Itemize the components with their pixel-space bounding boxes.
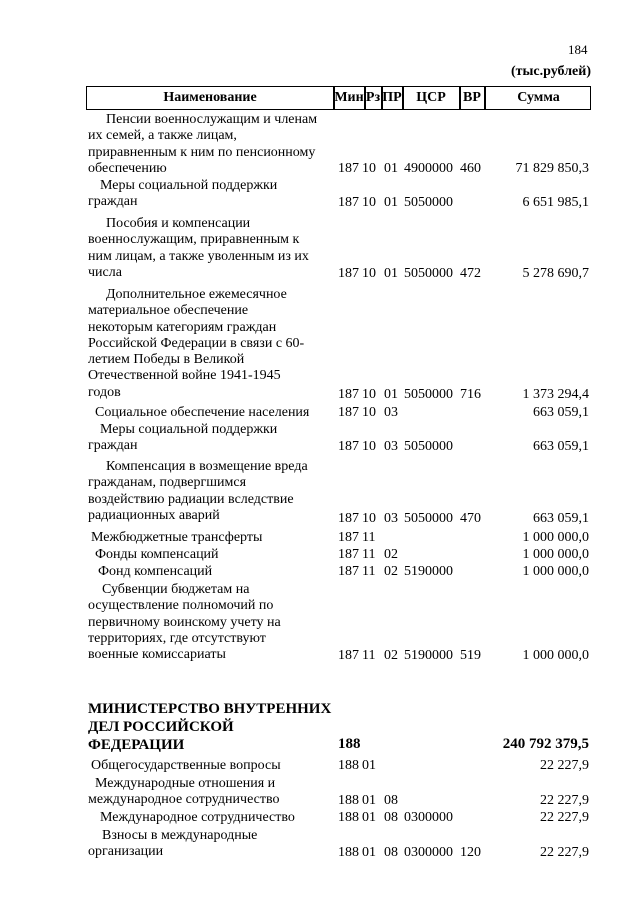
table-row-ministry (0, 700, 640, 758)
row-min: 187 (338, 648, 359, 663)
row-min: 187 (338, 266, 359, 281)
row-vr: 519 (460, 648, 481, 663)
header-min: Мин (334, 90, 364, 105)
row-name: Фонд компенсаций (98, 564, 213, 579)
row-min: 188 (338, 736, 361, 752)
row-pr: 02 (384, 564, 398, 579)
row-csr: 5050000 (404, 195, 453, 210)
row-min: 187 (338, 161, 359, 176)
row-pr: 02 (384, 547, 398, 562)
row-min: 188 (338, 793, 359, 808)
row-pr: 02 (384, 648, 398, 663)
row-sum: 22 227,9 (540, 810, 589, 825)
table-row (0, 758, 640, 776)
row-vr: 460 (460, 161, 481, 176)
row-name: Межбюджетные трансферты (91, 530, 263, 545)
row-sum: 663 059,1 (533, 511, 589, 526)
row-rz: 01 (362, 845, 376, 860)
row-sum: 22 227,9 (540, 845, 589, 860)
table-row (0, 422, 640, 459)
row-rz: 10 (362, 161, 376, 176)
row-name: Международное сотрудничество (100, 810, 295, 825)
table-row (0, 216, 640, 287)
table-row (0, 810, 640, 828)
row-pr: 03 (384, 439, 398, 454)
header-rz: Рз (365, 90, 381, 105)
row-sum: 1 000 000,0 (522, 547, 589, 562)
row-rz: 10 (362, 439, 376, 454)
table-row (0, 112, 640, 178)
row-name: Социальное обеспечение населения (95, 405, 310, 420)
row-min: 187 (338, 405, 359, 420)
table-row (0, 459, 640, 530)
row-min: 188 (338, 810, 359, 825)
row-rz: 01 (362, 793, 376, 808)
row-rz: 10 (362, 511, 376, 526)
row-vr: 470 (460, 511, 481, 526)
row-sum: 22 227,9 (540, 758, 589, 773)
row-min: 188 (338, 758, 359, 773)
row-vr: 120 (460, 845, 481, 860)
table-row (0, 582, 640, 700)
row-pr: 08 (384, 810, 398, 825)
row-rz: 10 (362, 195, 376, 210)
budget-table (0, 112, 640, 862)
table-row (0, 828, 640, 862)
row-pr: 01 (384, 266, 398, 281)
row-name: Общегосударственные вопросы (91, 758, 281, 773)
page-number: 184 (568, 42, 588, 57)
row-name: Взносы в международные организации (88, 828, 258, 860)
table-row (0, 178, 640, 216)
row-sum: 6 651 985,1 (522, 195, 589, 210)
row-sum: 1 000 000,0 (522, 648, 589, 663)
row-rz: 10 (362, 405, 376, 420)
row-rz: 11 (362, 648, 376, 663)
row-pr: 01 (384, 161, 398, 176)
row-min: 187 (338, 439, 359, 454)
row-name: Фонды компенсаций (95, 547, 219, 562)
row-sum: 1 000 000,0 (522, 564, 589, 579)
table-row (0, 547, 640, 564)
table-row (0, 564, 640, 582)
row-csr: 5190000 (404, 564, 453, 579)
row-sum: 663 059,1 (533, 405, 589, 420)
row-min: 187 (338, 564, 359, 579)
row-rz: 10 (362, 266, 376, 281)
row-name: Меры социальной поддержки граждан (88, 178, 278, 210)
row-csr: 5050000 (404, 387, 453, 402)
header-sum: Сумма (517, 90, 560, 105)
row-name: Меры социальной поддержки граждан (88, 422, 278, 454)
row-min: 187 (338, 547, 359, 562)
row-csr: 5050000 (404, 439, 453, 454)
row-pr: 01 (384, 387, 398, 402)
row-pr: 03 (384, 511, 398, 526)
row-min: 188 (338, 845, 359, 860)
row-rz: 01 (362, 810, 376, 825)
row-min: 187 (338, 195, 359, 210)
row-csr: 5050000 (404, 266, 453, 281)
row-sum: 1 000 000,0 (522, 530, 589, 545)
row-name: Субвенции бюджетам на осуществление полномочий по первичному воинскому учету на территориях, где отсутствуют военные комиссариаты (88, 582, 281, 663)
row-csr: 5190000 (404, 648, 453, 663)
row-csr: 5050000 (404, 511, 453, 526)
units-label: (тыс.рублей) (510, 64, 591, 79)
table-row (0, 530, 640, 547)
row-sum: 240 792 379,5 (502, 736, 589, 752)
header-csr: ЦСР (416, 90, 446, 105)
table-row (0, 405, 640, 422)
row-sum: 22 227,9 (540, 793, 589, 808)
row-name: Пенсии военнослужащим и членам их семей, а также лицам, приравненным к ним по пенсионному обеспечению (88, 112, 318, 176)
header-name: Наименование (163, 90, 257, 105)
table-header (86, 86, 591, 110)
row-pr: 08 (384, 793, 398, 808)
row-vr: 472 (460, 266, 481, 281)
row-pr: 01 (384, 195, 398, 210)
row-sum: 1 373 294,4 (522, 387, 589, 402)
row-rz: 01 (362, 758, 376, 773)
row-rz: 11 (362, 547, 376, 562)
row-name: Пособия и компенсации военнослужащим, приравненным к ним лицам, а также уволенным из их числа (88, 216, 309, 280)
row-vr: 716 (460, 387, 481, 402)
row-sum: 663 059,1 (533, 439, 589, 454)
row-name: Дополнительное ежемесячное материальное обеспечение некоторым категориям граждан Российской Федерации в связи с 60- летием Победы в Великой Отечественной войне 1941-1945 годов (88, 287, 305, 400)
row-pr: 08 (384, 845, 398, 860)
row-name: МИНИСТЕРСТВО ВНУТРЕННИХ ДЕЛ РОССИЙСКОЙ ФЕДЕРАЦИИ (88, 701, 332, 753)
header-pr: ПР (382, 90, 402, 105)
row-sum: 71 829 850,3 (515, 161, 589, 176)
row-csr: 4900000 (404, 161, 453, 176)
row-pr: 03 (384, 405, 398, 420)
row-sum: 5 278 690,7 (522, 266, 589, 281)
row-csr: 0300000 (404, 810, 453, 825)
row-min: 187 (338, 530, 359, 545)
row-name: Международные отношения и международное сотрудничество (88, 776, 280, 808)
row-csr: 0300000 (404, 845, 453, 860)
row-min: 187 (338, 511, 359, 526)
table-row (0, 776, 640, 810)
row-rz: 10 (362, 387, 376, 402)
row-name: Компенсация в возмещение вреда гражданам, подвергшимся воздействию радиации вследствие радиационных аварий (88, 459, 308, 523)
table-row (0, 287, 640, 405)
row-rz: 11 (362, 530, 376, 545)
row-min: 187 (338, 387, 359, 402)
row-rz: 11 (362, 564, 376, 579)
header-vr: ВР (463, 90, 481, 105)
